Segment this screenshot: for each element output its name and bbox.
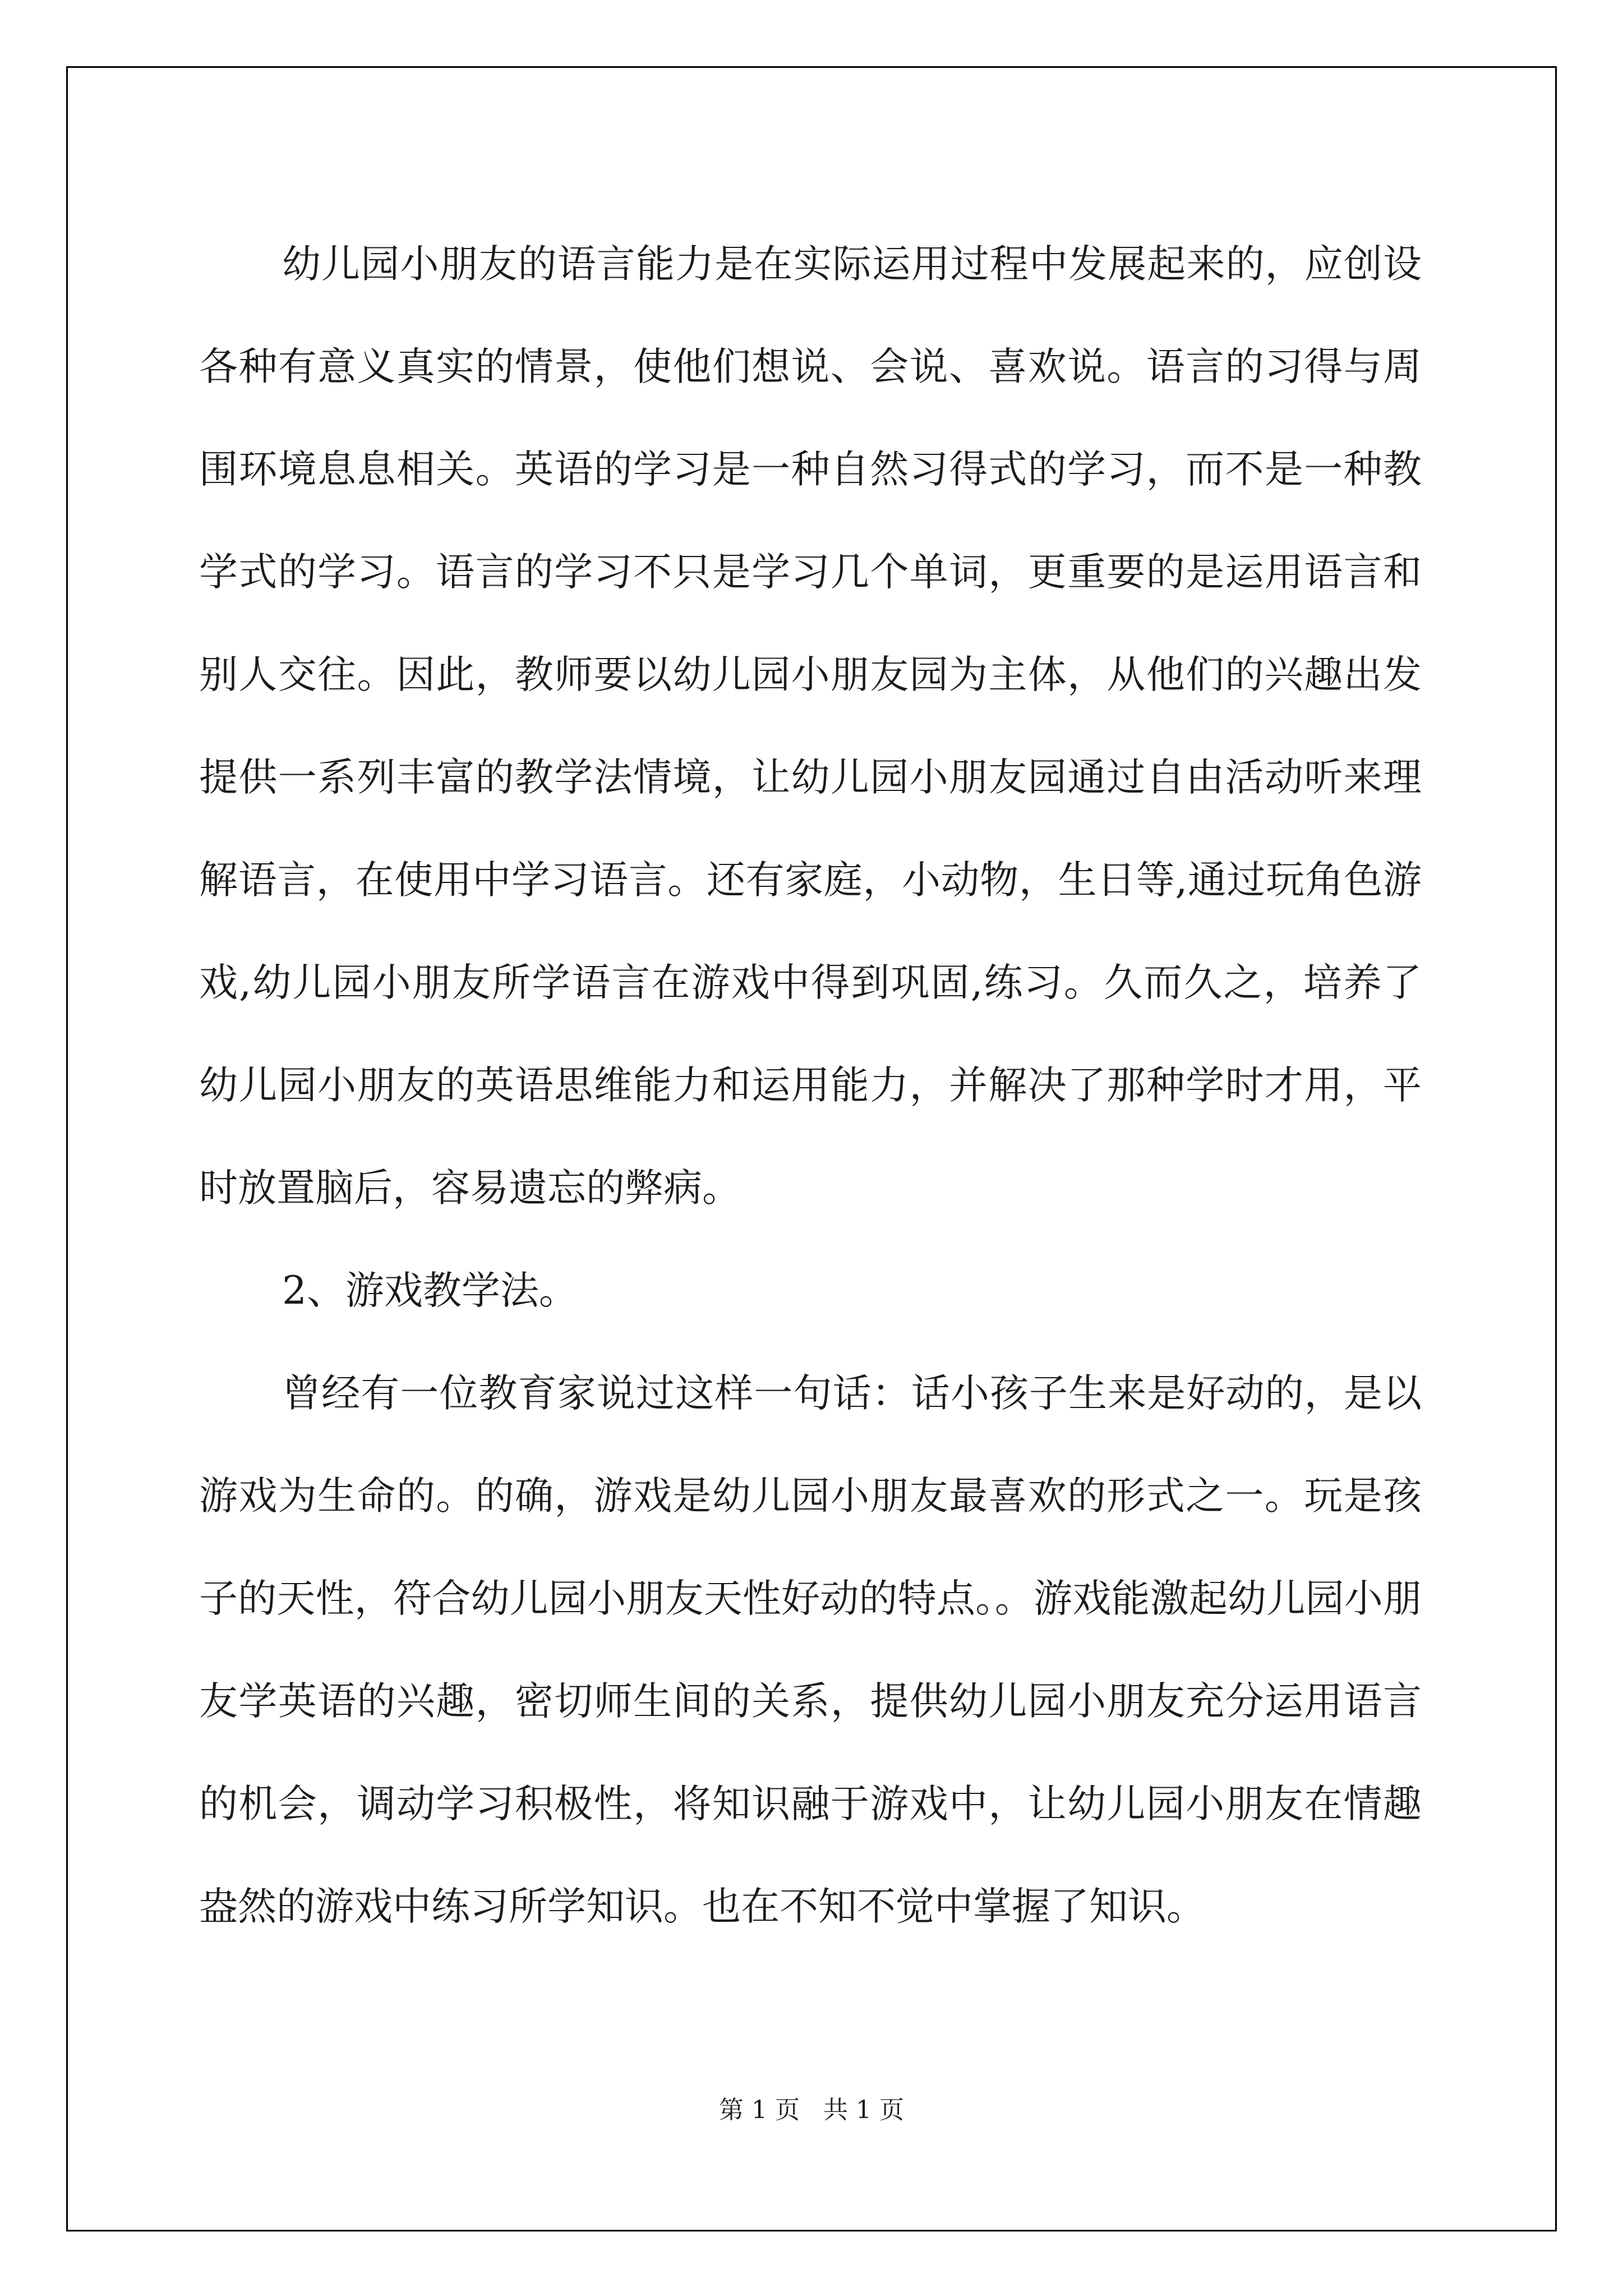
page-footer: 第 1 页 共 1 页 bbox=[719, 2096, 904, 2124]
paragraph-3: 曾经有一位教育家说过这样一句话：话小孩子生来是好动的，是以游戏为生命的。的确，游戏是幼儿园小朋友最喜欢的形式之一。玩是孩子的天性，符合幼儿园小朋友天性好动的特点。。游戏能激起幼儿园小朋友学英语的兴趣，密切师生间的关系，提供幼儿园小朋友充分运用语言的机会，调动学习积极性，将知识融于游戏中，让幼儿园小朋友在情趣盎然的游戏中练习所学知识。也在不知不觉中掌握了知识。 bbox=[199, 1371, 1422, 1929]
paragraph-2-heading: 2、游戏教学法。 bbox=[282, 1268, 578, 1313]
document-body bbox=[199, 213, 1422, 1958]
paragraph-1: 幼儿园小朋友的语言能力是在实际运用过程中发展起来的，应创设各种有意义真实的情景，使他们想说、会说、喜欢说。语言的习得与周围环境息息相关。英语的学习是一种自然习得式的学习，而不是一种教学式的学习。语言的学习不只是学习几个单词，更重要的是运用语言和别人交往。因此，教师要以幼儿园小朋友园为主体，从他们的兴趣出发提供一系列丰富的教学法情境，让幼儿园小朋友园通过自由活动听来理解语言，在使用中学习语言。还有家庭，小动物，生日等,通过玩角色游戏,幼儿园小朋友所学语言在游戏中得到巩固,练习。久而久之，培养了幼儿园小朋友的英语思维能力和运用能力，并解决了那种学时才用，平时放置脑后，容易遗忘的弊病。 bbox=[199, 242, 1422, 1211]
